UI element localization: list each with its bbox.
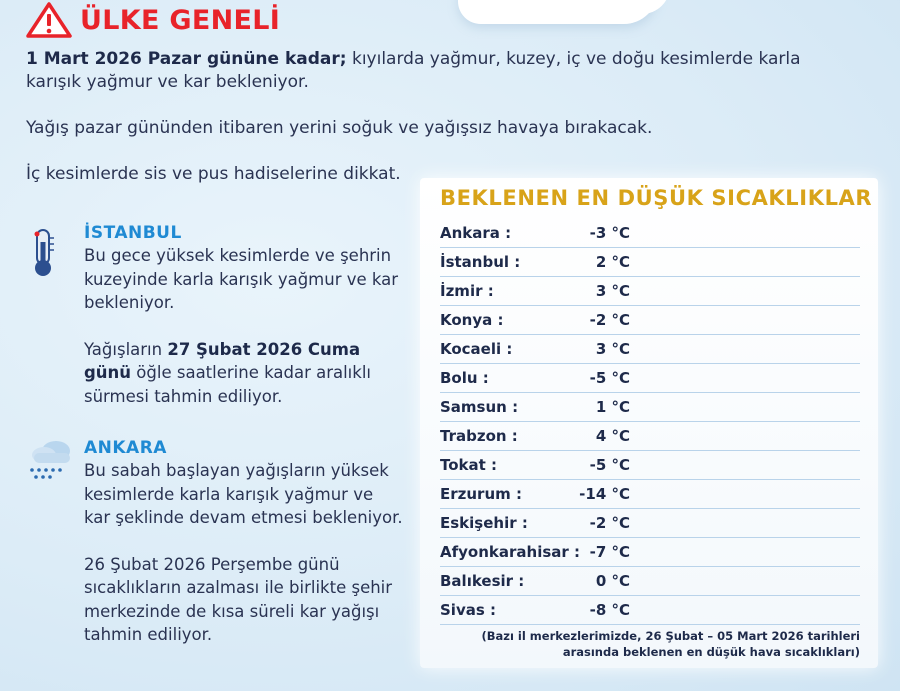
- table-row: [440, 597, 860, 625]
- table-row: [440, 336, 860, 364]
- city-name: Konya :: [440, 311, 504, 329]
- intro-section: [26, 48, 826, 186]
- istanbul-text-2a: Yağışların: [84, 339, 168, 359]
- temperature-value: -14 °C: [579, 485, 630, 503]
- table-row: [440, 365, 860, 393]
- city-name: İstanbul :: [440, 253, 521, 271]
- temperature-value: 2 °C: [595, 253, 630, 271]
- table-row: [440, 394, 860, 422]
- page-title: ÜLKE GENELİ: [80, 4, 281, 36]
- ankara-text-2: 26 Şubat 2026 Perşembe günü sıcaklıkların azalması ile birlikte şehir merkezinde de kısa süreli kar yağışı tahmin ediliyor.: [84, 554, 393, 644]
- table-row: [440, 481, 860, 509]
- city-name: Balıkesir :: [440, 572, 525, 590]
- temperature-value: 0 °C: [595, 572, 630, 590]
- intro-paragraph-3: İç kesimlerde sis ve pus hadiselerine dikkat.: [26, 164, 401, 184]
- temperature-value: -8 °C: [589, 601, 630, 619]
- istanbul-text-2b: öğle saatlerine kadar aralıklı sürmesi tahmin ediliyor.: [84, 363, 371, 406]
- table-row: [440, 568, 860, 596]
- thermometer-icon: [26, 228, 60, 278]
- istanbul-body: [84, 222, 404, 408]
- city-name: Bolu :: [440, 369, 489, 387]
- temperature-value: -2 °C: [589, 514, 630, 532]
- table-row: [440, 539, 860, 567]
- warning-triangle-icon: [26, 2, 72, 38]
- city-name: Samsun :: [440, 398, 519, 416]
- temperature-value: 3 °C: [595, 340, 630, 358]
- city-name: Afyonkarahisar :: [440, 543, 581, 561]
- intro-date-bold: 1 Mart 2026 Pazar gününe kadar;: [26, 49, 347, 69]
- section-header: [26, 2, 280, 38]
- temperature-value: 3 °C: [595, 282, 630, 300]
- ankara-title: ANKARA: [84, 438, 167, 458]
- table-row: [440, 423, 860, 451]
- temperature-value: -3 °C: [589, 224, 630, 242]
- ankara-text-1: Bu sabah başlayan yağışların yüksek kesimlerde karla karışık yağmur ve kar şeklinde devam etmesi bekleniyor.: [84, 461, 403, 527]
- temperature-value: -5 °C: [589, 369, 630, 387]
- intro-text: kıyılarda yağmur, kuzey, iç ve doğu kesimlerde karla karışık yağmur ve kar bekleniyor.: [26, 49, 801, 92]
- panel-title: BEKLENEN EN DÜŞÜK SICAKLIKLAR: [440, 186, 873, 210]
- istanbul-title: İSTANBUL: [84, 223, 182, 243]
- city-name: Tokat :: [440, 456, 498, 474]
- city-name: Ankara :: [440, 224, 512, 242]
- table-row: [440, 249, 860, 277]
- temperature-value: 4 °C: [595, 427, 630, 445]
- intro-paragraph-2: Yağış pazar gününden itibaren yerini soğuk ve yağışsız havaya bırakacak.: [26, 118, 653, 138]
- table-row: [440, 510, 860, 538]
- panel-footnote: (Bazı il merkezlerimizde, 26 Şubat – 05 Mart 2026 tarihleri arasında beklenen en düşük hava sıcaklıkları): [481, 629, 860, 659]
- table-row: [440, 452, 860, 480]
- city-name: Kocaeli :: [440, 340, 513, 358]
- city-name: Erzurum :: [440, 485, 522, 503]
- snow-cloud-icon: [26, 437, 74, 485]
- temperature-value: -5 °C: [589, 456, 630, 474]
- table-row: [440, 307, 860, 335]
- city-name: İzmir :: [440, 282, 494, 300]
- city-name: Eskişehir :: [440, 514, 528, 532]
- min-temperatures-panel: [420, 178, 878, 668]
- intro-paragraph-1: [26, 48, 826, 94]
- temperature-value: -2 °C: [589, 311, 630, 329]
- city-name: Sivas :: [440, 601, 496, 619]
- temperature-list: [440, 220, 860, 626]
- temperature-value: -7 °C: [589, 543, 630, 561]
- table-row: [440, 278, 860, 306]
- table-row: [440, 220, 860, 248]
- ankara-body: [84, 437, 404, 647]
- city-name: Trabzon :: [440, 427, 518, 445]
- istanbul-text-2: [84, 338, 404, 409]
- temperature-value: 1 °C: [595, 398, 630, 416]
- istanbul-date-bold: 27 Şubat 2026 Cuma günü: [84, 339, 361, 382]
- istanbul-text-1: Bu gece yüksek kesimlerde ve şehrin kuzeyinde karla karışık yağmur ve kar bekleniyor.: [84, 246, 399, 312]
